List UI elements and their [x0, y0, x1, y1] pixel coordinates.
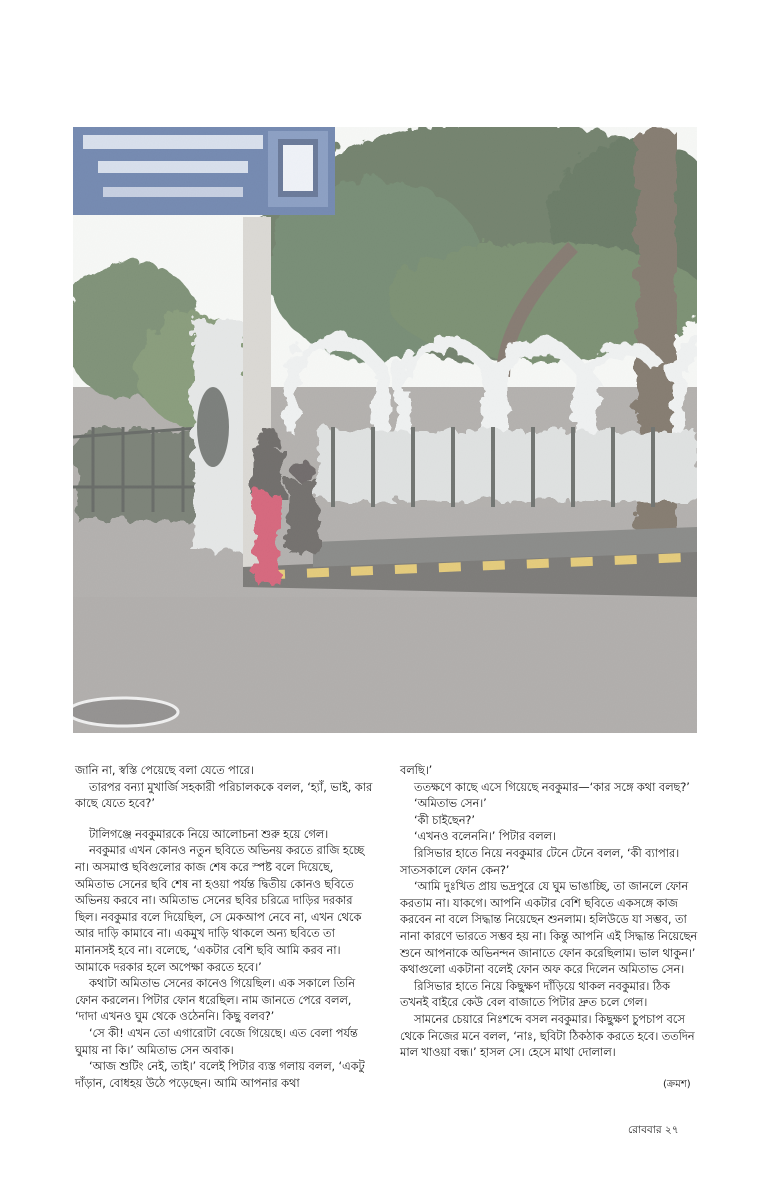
paragraph: ‘সে কী! এখন তো এগারোটা বেজে গিয়েছে। এত বেলা পর্যন্ত ঘুমায় না কি।’ অমিতাভ সেন অবাক।	[75, 1025, 358, 1057]
paragraph: তারপর বন্যা মুখার্জি সহকারী পরিচালককে বলল, ‘হ্যাঁ, ভাই, কার কাছে যেতে হবে?’	[75, 779, 373, 811]
paragraph: ‘কী চাইছেন?’	[414, 812, 475, 827]
text-column-left	[75, 762, 375, 1091]
page-folio: রোববার ২৭	[628, 1124, 679, 1136]
paragraph: ‘আজ শুটিং নেই, তাই।’ বলেই পিটার ব্যস্ত গলায় বলল, ‘একটু দাঁড়ান, বোধহয় উঠে পড়েছেন। আমি আপনার কথা	[75, 1059, 365, 1090]
text-column-right	[400, 762, 700, 1061]
paragraph: ‘অমিতাভ সেন।’	[414, 796, 487, 811]
to-be-continued-label: (ক্রমশ)	[663, 1079, 691, 1090]
paragraph: নবকুমার এখন কোনও নতুন ছবিতে অভিনয় করতে রাজি হচ্ছে না। অসমাপ্ত ছবিগুলোর কাজ শেষ করে স্পষ্ট বলে দিয়েছে, অমিতাভ সেনের ছবি শেষ না হওয়া পর্যন্ত দ্বিতীয় কোনও ছবিতে অভিনয় করবে না। অমিতাভ সেনের ছবির চরিত্রে দাড়ির দরকার ছিল। নবকুমার বলে দিয়েছিল, সে মেকআপ নেবে না, এখন থেকে আর দাড়ি কামাবে না। একমুখ দাড়ি থাকলে অন্য ছবিতে তা মানানসই হবে না। বলেছে, ‘একটার বেশি ছবি আমি করব না। আমাকে দরকার হলে অপেক্ষা করতে হবে।’	[75, 843, 364, 974]
paragraph: কথাটা অমিতাভ সেনের কানেও গিয়েছিল। এক সকালে তিনি ফোন করলেন। পিটার ফোন ধরেছিল। নাম জানতে পেরে বলল, ‘দাদা এখনও ঘুম থেকে ওঠেননি। কিছু বলব?’	[75, 976, 355, 1024]
paragraph: বলছি।’	[400, 763, 433, 777]
paragraph: রিসিভার হাতে নিয়ে কিছুক্ষণ দাঁড়িয়ে থাকল নবকুমার। ঠিক তখনই বাইরে কেউ বেল বাজাতে পিটার দ্রুত চলে গেল।	[400, 978, 670, 1010]
paragraph: জানি না, স্বস্তি পেয়েছে বলা যেতে পারে।	[75, 763, 254, 777]
paragraph: রিসিভার হাতে নিয়ে নবকুমার টেনে টেনে বলল, ‘কী ব্যাপার। সাতসকালে ফোন কেন?’	[400, 845, 680, 877]
paragraph: ‘এখনও বলেননি।’ পিটার বলল।	[414, 829, 556, 844]
paragraph: টালিগঞ্জে নবকুমারকে নিয়ে আলোচনা শুরু হয়ে গেল।	[89, 826, 329, 841]
street-scene-image	[73, 127, 697, 733]
paragraph: ‘আমি দুঃখিত প্রায় ভদ্রপুরে যে ঘুম ভাঙাচ্ছি, তা জানলে ফোন করতাম না। যাকগে। আপনি একটার বেশি ছবিতে একসঙ্গে কাজ করবেন না বলে সিদ্ধান্ত নিয়েছেন শুনলাম। হলিউডে যা সম্ভব, তা নানা কারণে ভারতে সম্ভব হয় না। কিন্তু আপনি এই সিদ্ধান্ত নিয়েছেন শুনে আপনাকে অভিনন্দন জানাতে ফোন করেছিলাম। ভাল থাকুন।’ কথাগুলো একটানা বলেই ফোন অফ করে দিলেন অমিতাভ সেন।	[400, 879, 698, 977]
paragraph: ততক্ষণে কাছে এসে গিয়েছে নবকুমার—‘কার সঙ্গে কথা বলছ?’	[414, 779, 690, 794]
paragraph: সামনের চেয়ারে নিঃশব্দে বসল নবকুমার। কিছুক্ষণ চুপচাপ বসে থেকে নিজের মনে বলল, ‘নাঃ, ছবিটা ঠিকঠাক করতে হবে। ততদিন মাল খাওয়া বন্ধ।’ হাসল সে। হেসে মাথা দোলাল।	[400, 1011, 695, 1060]
illustration-photo	[73, 127, 697, 733]
